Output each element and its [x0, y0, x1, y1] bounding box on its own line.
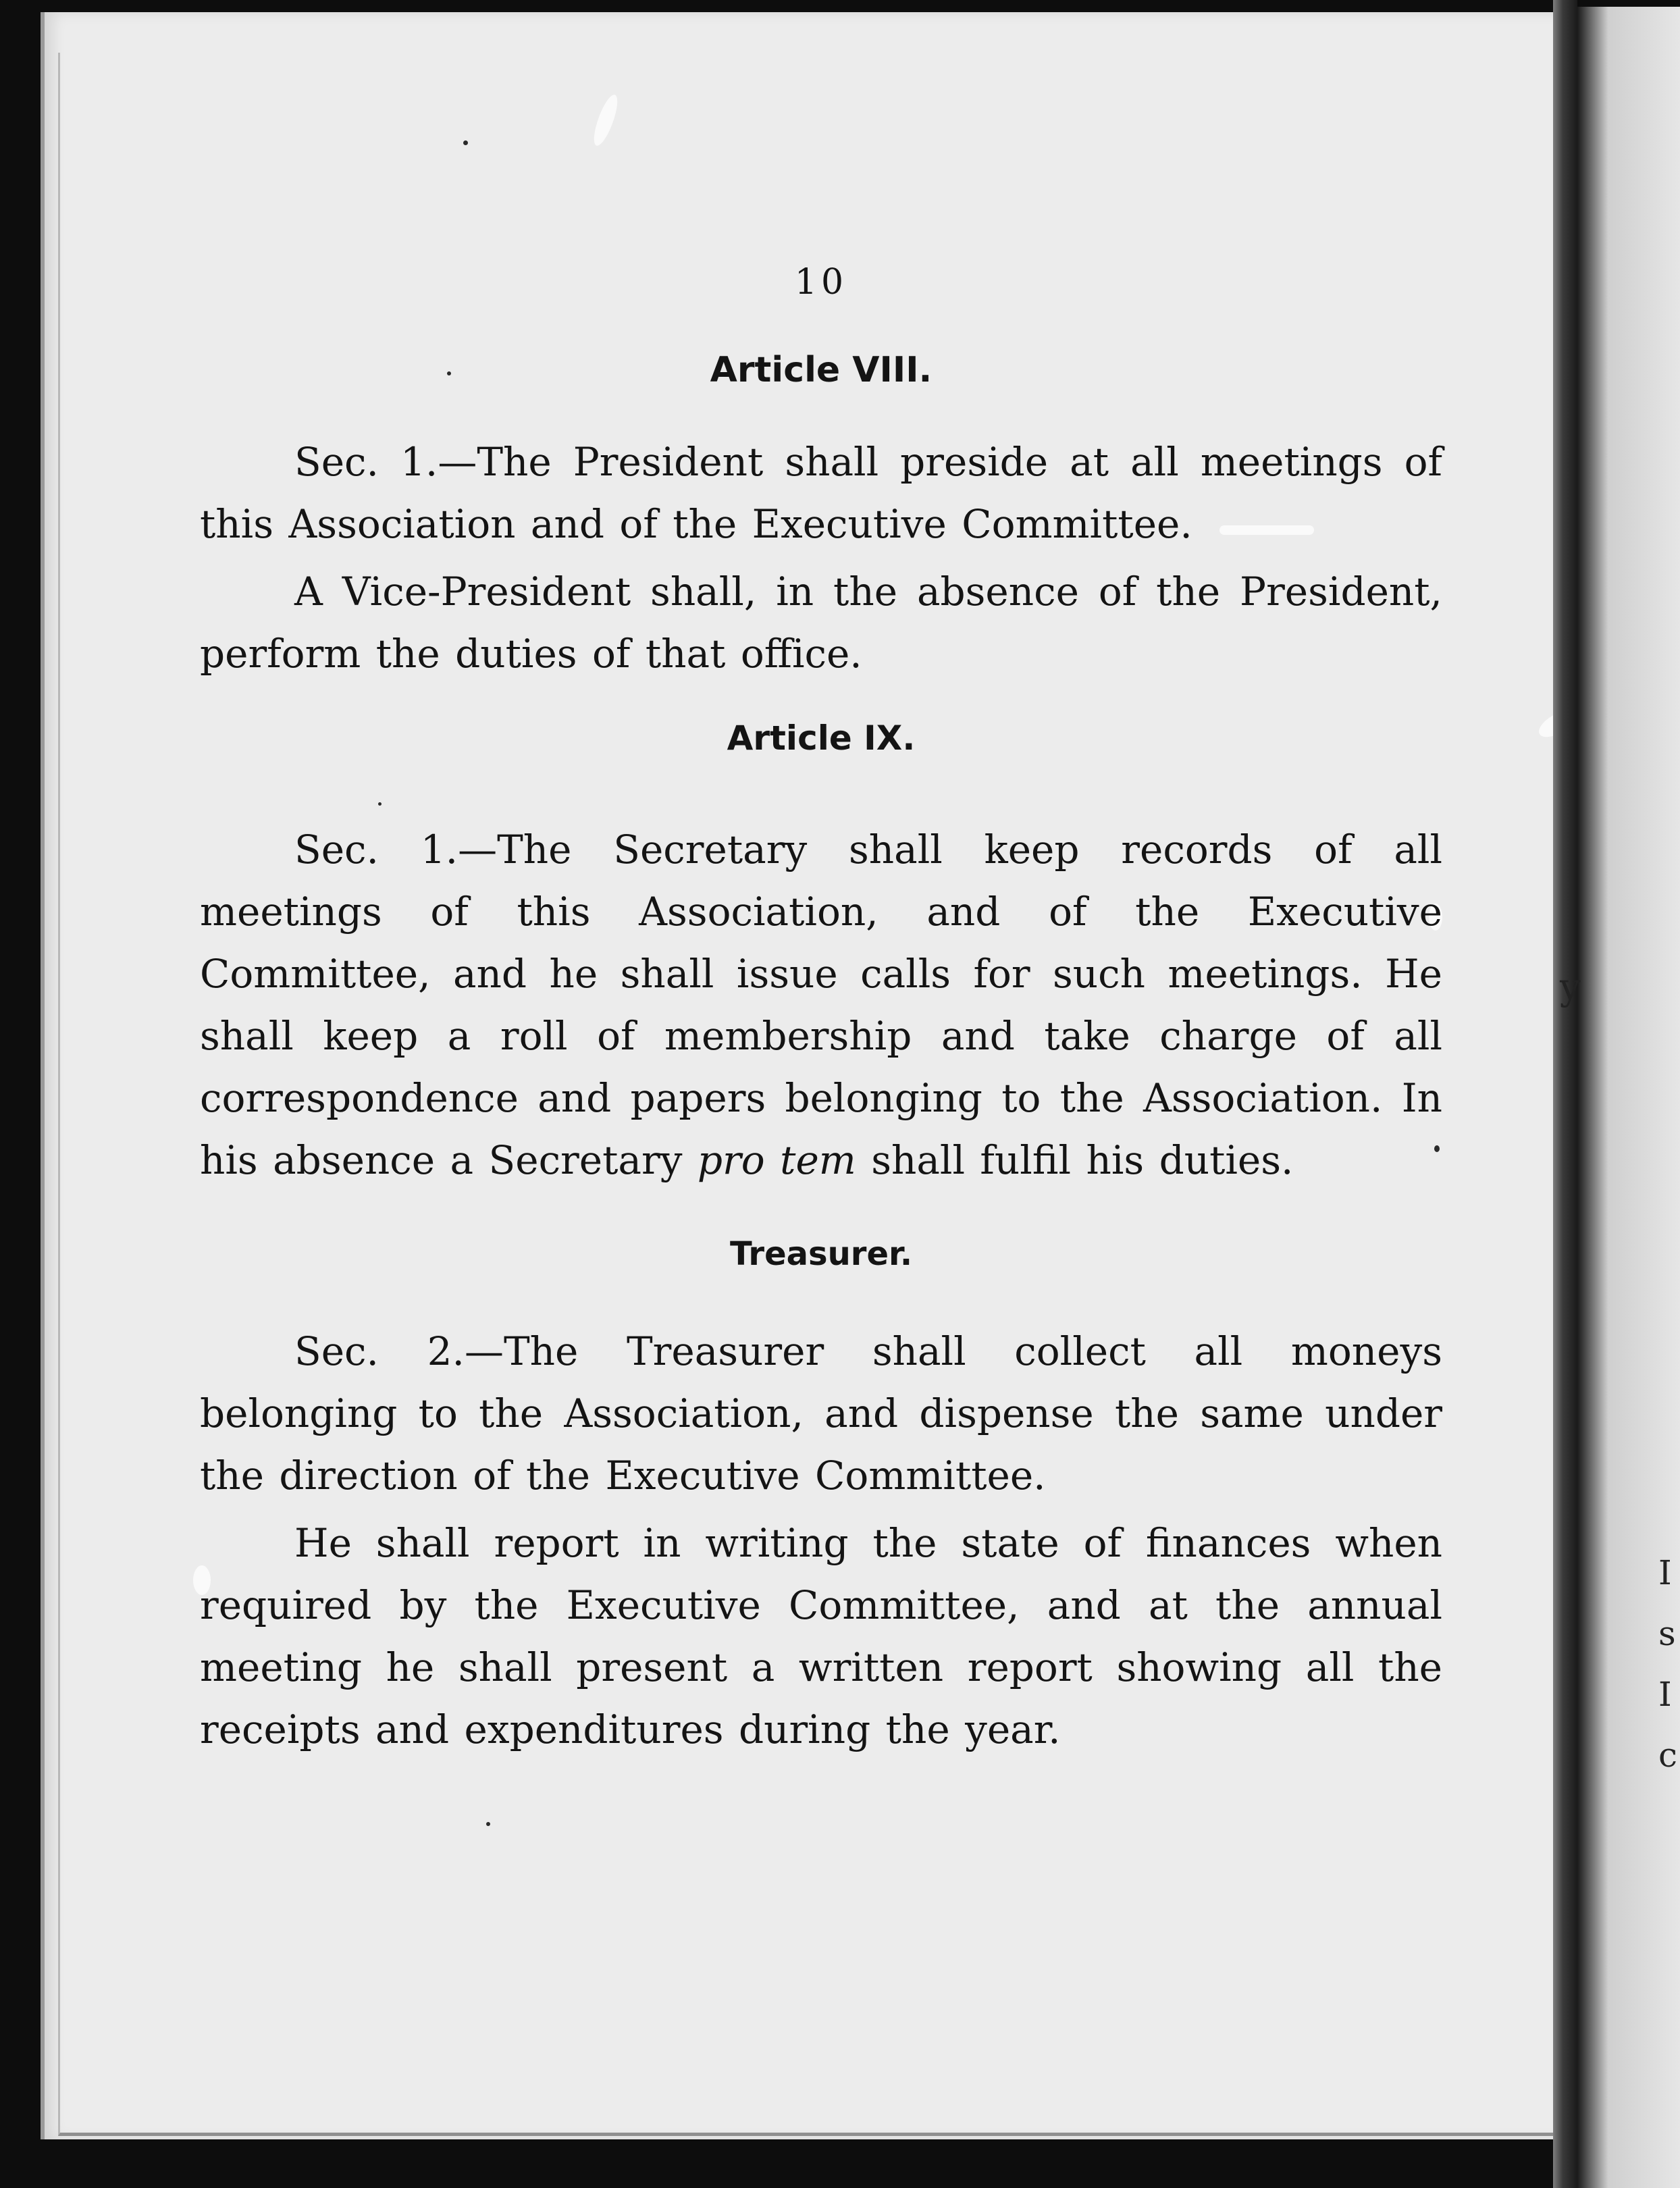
- treasurer-report: He shall report in writing the state of finances when required by the Executive Committee, and at the annual meeting he shall present a written report showing all the receipts and expenditures during the year.: [200, 1520, 1442, 1752]
- book-binding: [1553, 0, 1577, 2188]
- book-page: [41, 12, 1564, 2139]
- article-ix-heading: Article IX.: [727, 719, 916, 758]
- scan-dot: [486, 1822, 490, 1826]
- article-ix-sec-1: [200, 818, 1442, 1191]
- bleed-mark: c: [1658, 1736, 1678, 1775]
- article-viii-sec-1: Sec. 1.—The President shall preside at all meetings of this Association and of the Executive Committee.: [200, 439, 1442, 547]
- page-number: 10: [794, 262, 848, 303]
- treasurer-sec-2: Sec. 2.—The Treasurer shall collect all moneys belonging to the Association, and dispense the same under the direction of the Executive Committee.: [200, 1328, 1442, 1499]
- secretary-text: Sec. 1.—The Secretary shall keep records of all meetings of this Association, and of the Executive Committee, and he shall issue calls for such meetings. He shall keep a roll of membership and take charge of all correspondence and papers belonging to the Association. In his absence a Secretary: [200, 827, 1442, 1183]
- scan-dot: [463, 140, 468, 145]
- treasurer-heading: Treasurer.: [729, 1235, 913, 1273]
- article-viii-heading: Article VIII.: [710, 350, 933, 390]
- pro-tem-italic: pro tem: [697, 1137, 856, 1183]
- bleed-mark: I: [1658, 1675, 1672, 1714]
- secretary-text-end: shall fulfil his duties.: [856, 1137, 1294, 1183]
- next-page-edge: [1560, 7, 1680, 2188]
- bleed-mark: s: [1658, 1614, 1676, 1653]
- bleed-mark: I: [1658, 1553, 1672, 1592]
- bleed-mark: y: [1560, 966, 1581, 1008]
- page-text: [200, 262, 1442, 1777]
- article-viii-vice-president: A Vice-President shall, in the absence of the President, perform the duties of that office.: [200, 569, 1442, 677]
